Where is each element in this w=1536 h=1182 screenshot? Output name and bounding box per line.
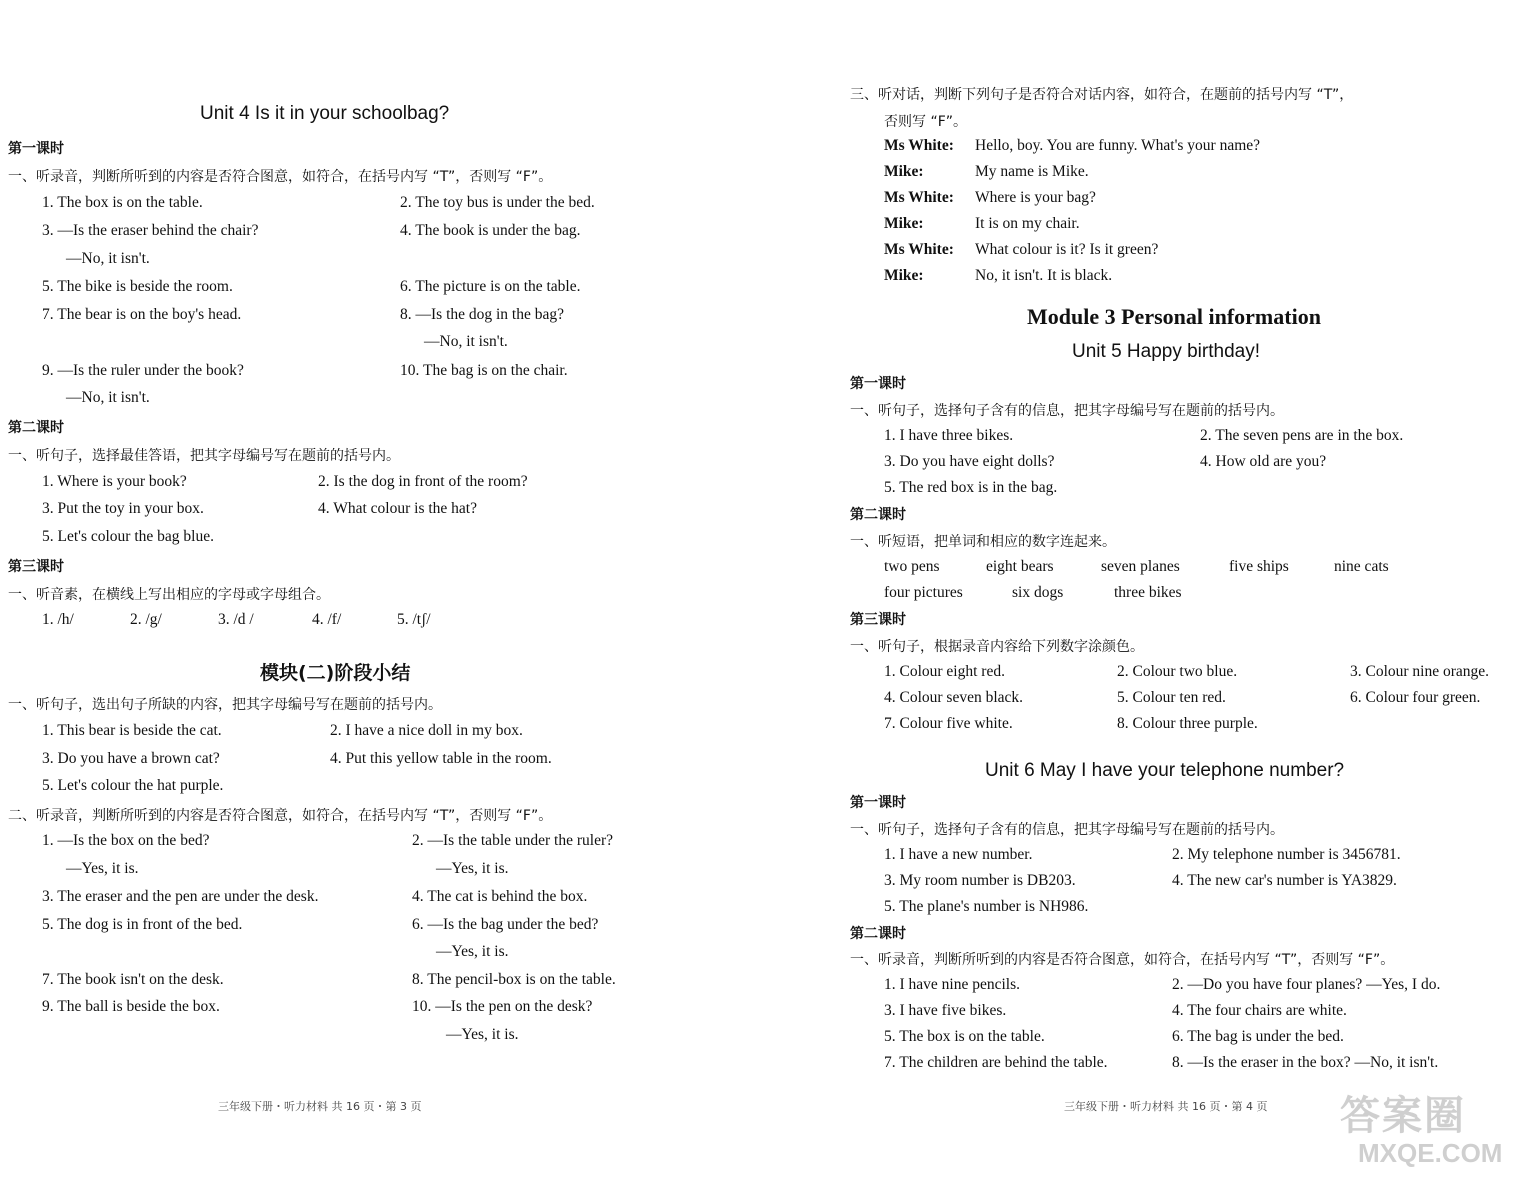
page-footer: 三年级下册・听力材料 共 16 页・第 4 页 bbox=[1064, 1100, 1268, 1113]
instruction: 否则写 “F”。 bbox=[884, 114, 968, 130]
instruction: 一、听短语，把单词和相应的数字连起来。 bbox=[850, 534, 1116, 550]
speaker: Mike: bbox=[884, 267, 924, 284]
list-item: 8. Colour three purple. bbox=[1117, 715, 1258, 732]
list-item: 7. The book isn't on the desk. bbox=[42, 971, 224, 988]
instruction: 一、听句子，选择句子含有的信息，把其字母编号写在题前的括号内。 bbox=[850, 822, 1284, 838]
page-footer: 三年级下册・听力材料 共 16 页・第 3 页 bbox=[218, 1100, 422, 1113]
list-item: 1. This bear is beside the cat. bbox=[42, 722, 222, 739]
speaker: Ms White: bbox=[884, 137, 954, 154]
list-item: 9. The ball is beside the box. bbox=[42, 998, 220, 1015]
list-item: 9. —Is the ruler under the book? bbox=[42, 362, 244, 379]
word-item: six dogs bbox=[1012, 584, 1064, 601]
instruction: 一、听句子，选择最佳答语，把其字母编号写在题前的括号内。 bbox=[8, 448, 400, 464]
summary-title: 模块(二)阶段小结 bbox=[260, 662, 411, 684]
list-item: 3. Do you have eight dolls? bbox=[884, 453, 1055, 470]
instruction: 一、听句子，根据录音内容给下列数字涂颜色。 bbox=[850, 639, 1144, 655]
list-item: —Yes, it is. bbox=[66, 860, 139, 877]
list-item: 5. The red box is in the bag. bbox=[884, 479, 1058, 496]
list-item: 4. How old are you? bbox=[1200, 453, 1327, 470]
list-item: 2. Is the dog in front of the room? bbox=[318, 473, 528, 490]
list-item: 1. I have nine pencils. bbox=[884, 976, 1021, 993]
list-item: —Yes, it is. bbox=[446, 1026, 519, 1043]
dialog-line: What colour is it? Is it green? bbox=[975, 241, 1159, 258]
list-item: 2. /g/ bbox=[130, 611, 162, 628]
list-item: 3. /d / bbox=[218, 611, 254, 628]
list-item: —No, it isn't. bbox=[424, 333, 508, 350]
dialog-line: Where is your bag? bbox=[975, 189, 1096, 206]
module-title: Module 3 Personal information bbox=[1027, 304, 1321, 329]
instruction: 一、听句子，选出句子所缺的内容，把其字母编号写在题前的括号内。 bbox=[8, 697, 442, 713]
list-item: 4. The cat is behind the box. bbox=[412, 888, 588, 905]
dialog-line: Hello, boy. You are funny. What's your name? bbox=[975, 137, 1261, 154]
list-item: —Yes, it is. bbox=[436, 860, 509, 877]
lesson-heading: 第三课时 bbox=[850, 612, 906, 628]
list-item: 4. /f/ bbox=[312, 611, 342, 628]
list-item: 1. Colour eight red. bbox=[884, 663, 1005, 680]
list-item: 7. The children are behind the table. bbox=[884, 1054, 1108, 1071]
list-item: 1. —Is the box on the bed? bbox=[42, 832, 210, 849]
lesson-heading: 第二课时 bbox=[8, 420, 64, 436]
list-item: 5. Colour ten red. bbox=[1117, 689, 1226, 706]
word-item: three bikes bbox=[1114, 584, 1182, 601]
list-item: 3. The eraser and the pen are under the desk. bbox=[42, 888, 319, 905]
lesson-heading: 第二课时 bbox=[850, 507, 906, 523]
list-item: 3. —Is the eraser behind the chair? bbox=[42, 222, 259, 239]
list-item: —No, it isn't. bbox=[66, 389, 150, 406]
list-item: 4. What colour is the hat? bbox=[318, 500, 477, 517]
list-item: 4. The new car's number is YA3829. bbox=[1172, 872, 1397, 889]
list-item: 6. —Is the bag under the bed? bbox=[412, 916, 599, 933]
word-item: five ships bbox=[1229, 558, 1289, 575]
list-item: 3. Colour nine orange. bbox=[1350, 663, 1490, 680]
list-item: 3. My room number is DB203. bbox=[884, 872, 1076, 889]
list-item: 10. The bag is on the chair. bbox=[400, 362, 568, 379]
list-item: 6. The bag is under the bed. bbox=[1172, 1028, 1344, 1045]
list-item: 5. The bike is beside the room. bbox=[42, 278, 233, 295]
list-item: 2. The seven pens are in the box. bbox=[1200, 427, 1404, 444]
watermark-url: MXQE.COM bbox=[1358, 1138, 1503, 1168]
word-item: eight bears bbox=[986, 558, 1054, 575]
dialog-line: No, it isn't. It is black. bbox=[975, 267, 1113, 284]
list-item: 2. —Is the table under the ruler? bbox=[412, 832, 613, 849]
speaker: Ms White: bbox=[884, 241, 954, 258]
instruction: 一、听音素，在横线上写出相应的字母或字母组合。 bbox=[8, 587, 330, 603]
word-item: two pens bbox=[884, 558, 940, 575]
watermark-logo: 答案圈 bbox=[1340, 1094, 1466, 1138]
list-item: 8. —Is the dog in the bag? bbox=[400, 306, 565, 323]
list-item: 10. —Is the pen on the desk? bbox=[412, 998, 593, 1015]
list-item: 8. —Is the eraser in the box? —No, it isn't. bbox=[1172, 1054, 1439, 1071]
list-item: 5. Let's colour the hat purple. bbox=[42, 777, 224, 794]
list-item: 5. The plane's number is NH986. bbox=[884, 898, 1089, 915]
lesson-heading: 第二课时 bbox=[850, 926, 906, 942]
word-item: seven planes bbox=[1101, 558, 1180, 575]
list-item: —Yes, it is. bbox=[436, 943, 509, 960]
list-item: 2. My telephone number is 3456781. bbox=[1172, 846, 1401, 863]
list-item: 7. Colour five white. bbox=[884, 715, 1013, 732]
list-item: 2. —Do you have four planes? —Yes, I do. bbox=[1172, 976, 1441, 993]
list-item: 5. Let's colour the bag blue. bbox=[42, 528, 214, 545]
list-item: 4. The book is under the bag. bbox=[400, 222, 581, 239]
list-item: 3. Put the toy in your box. bbox=[42, 500, 204, 517]
list-item: 2. Colour two blue. bbox=[1117, 663, 1238, 680]
list-item: 8. The pencil-box is on the table. bbox=[412, 971, 616, 988]
speaker: Mike: bbox=[884, 215, 924, 232]
instruction: 一、听句子，选择句子含有的信息，把其字母编号写在题前的括号内。 bbox=[850, 403, 1284, 419]
list-item: 5. /tʃ/ bbox=[397, 611, 431, 628]
lesson-heading: 第一课时 bbox=[850, 376, 906, 392]
list-item: 1. Where is your book? bbox=[42, 473, 187, 490]
list-item: 1. /h/ bbox=[42, 611, 74, 628]
list-item: 4. Colour seven black. bbox=[884, 689, 1024, 706]
lesson-heading: 第一课时 bbox=[850, 795, 906, 811]
instruction: 一、听录音，判断所听到的内容是否符合图意，如符合，在括号内写 “T”，否则写 “F”。 bbox=[850, 952, 1395, 968]
instruction: 三、听对话，判断下列句子是否符合对话内容，如符合，在题前的括号内写 “T”， bbox=[850, 87, 1354, 103]
unit6-title: Unit 6 May I have your telephone number? bbox=[985, 760, 1345, 781]
list-item: 5. The box is on the table. bbox=[884, 1028, 1045, 1045]
list-item: 2. I have a nice doll in my box. bbox=[330, 722, 523, 739]
list-item: 4. The four chairs are white. bbox=[1172, 1002, 1347, 1019]
unit5-title: Unit 5 Happy birthday! bbox=[1072, 341, 1260, 362]
lesson-heading: 第一课时 bbox=[8, 141, 64, 157]
list-item: 6. The picture is on the table. bbox=[400, 278, 581, 295]
list-item: 6. Colour four green. bbox=[1350, 689, 1481, 706]
speaker: Ms White: bbox=[884, 189, 954, 206]
list-item: 7. The bear is on the boy's head. bbox=[42, 306, 242, 323]
instruction: 二、听录音，判断所听到的内容是否符合图意，如符合，在括号内写 “T”，否则写 “F”。 bbox=[8, 808, 553, 824]
word-item: four pictures bbox=[884, 584, 963, 601]
lesson-heading: 第三课时 bbox=[8, 559, 64, 575]
list-item: 1. I have three bikes. bbox=[884, 427, 1014, 444]
list-item: 1. I have a new number. bbox=[884, 846, 1033, 863]
list-item: 5. The dog is in front of the bed. bbox=[42, 916, 243, 933]
instruction: 一、听录音，判断所听到的内容是否符合图意，如符合，在括号内写 “T”，否则写 “F”。 bbox=[8, 169, 553, 185]
list-item: 2. The toy bus is under the bed. bbox=[400, 194, 595, 211]
list-item: 3. I have five bikes. bbox=[884, 1002, 1007, 1019]
unit4-title: Unit 4 Is it in your schoolbag? bbox=[200, 103, 450, 124]
list-item: 3. Do you have a brown cat? bbox=[42, 750, 220, 767]
list-item: 4. Put this yellow table in the room. bbox=[330, 750, 552, 767]
list-item: 1. The box is on the table. bbox=[42, 194, 203, 211]
list-item: —No, it isn't. bbox=[66, 250, 150, 267]
word-item: nine cats bbox=[1334, 558, 1389, 575]
dialog-line: My name is Mike. bbox=[975, 163, 1089, 180]
speaker: Mike: bbox=[884, 163, 924, 180]
dialog-line: It is on my chair. bbox=[975, 215, 1080, 232]
